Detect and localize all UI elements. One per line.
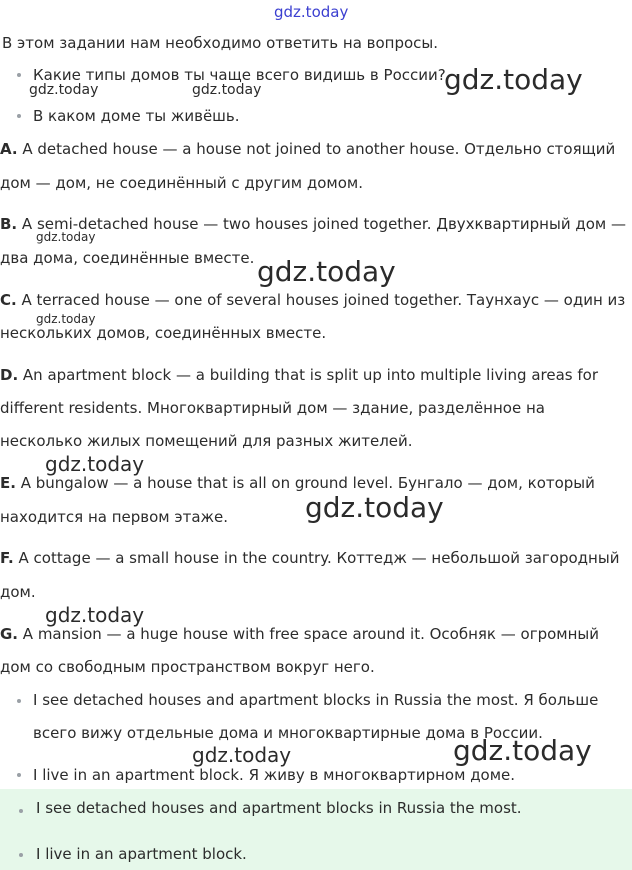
final-answer-2: I live in an apartment block.: [36, 845, 247, 863]
definition-b-line-2: два дома, соединённые вместе.: [0, 249, 255, 267]
bullet: [17, 699, 21, 703]
definition-f-line-2: дом.: [0, 583, 36, 601]
bullet: [17, 73, 21, 77]
definition-f-line-1: [0, 548, 619, 568]
definition-text: A cottage — a small house in the country. Коттедж — небольшой загородный: [13, 549, 620, 567]
definition-c-line-1: [0, 290, 625, 310]
bullet: [19, 853, 23, 857]
answer-translated-1-line-1: I see detached houses and apartment blocks in Russia the most. Я больше: [33, 691, 599, 709]
watermark-top: gdz.today: [274, 3, 349, 21]
definition-letter: F.: [0, 549, 14, 567]
bullet: [19, 809, 23, 813]
definition-text: A semi-detached house — two houses joined together. Двухквартирный дом —: [17, 215, 626, 233]
definition-d-line-1: [0, 365, 598, 385]
bullet: [17, 773, 21, 777]
watermark: gdz.today: [29, 82, 99, 98]
watermark: gdz.today: [45, 603, 145, 627]
definition-letter: E.: [0, 474, 16, 492]
definition-d-line-2: different residents. Многоквартирный дом — здание, разделённое на: [0, 399, 545, 417]
definition-letter: A.: [0, 140, 18, 158]
question-1: Какие типы домов ты чаще всего видишь в России?: [33, 66, 446, 84]
definition-letter: B.: [0, 215, 18, 233]
watermark: gdz.today: [192, 743, 292, 767]
definition-letter: G.: [0, 625, 19, 643]
definition-letter: C.: [0, 291, 17, 309]
watermark: gdz.today: [45, 452, 145, 476]
watermark: gdz.today: [257, 255, 396, 288]
definition-g-line-2: дом со свободным пространством вокруг него.: [0, 658, 375, 676]
question-2: В каком доме ты живёшь.: [33, 107, 240, 125]
definition-a-line-2: дом — дом, не соединённый с другим домом.: [0, 174, 364, 192]
watermark: gdz.today: [444, 63, 583, 96]
definition-text: A bungalow — a house that is all on ground level. Бунгало — дом, который: [15, 474, 595, 492]
watermark: gdz.today: [305, 491, 444, 524]
answer-translated-1-line-2: всего вижу отдельные дома и многоквартирные дома в России.: [33, 724, 543, 742]
watermark: gdz.today: [36, 230, 96, 244]
watermark: gdz.today: [192, 82, 262, 98]
definition-letter: D.: [0, 366, 19, 384]
definition-text: An apartment block — a building that is split up into multiple living areas for: [18, 366, 599, 384]
definition-c-line-2: нескольких домов, соединённых вместе.: [0, 324, 327, 342]
answer-translated-2: I live in an apartment block. Я живу в многоквартирном доме.: [33, 766, 516, 784]
watermark: gdz.today: [453, 734, 592, 767]
definition-a-line-1: [0, 139, 615, 159]
final-answer-1: I see detached houses and apartment blocks in Russia the most.: [36, 799, 522, 817]
definition-text: A detached house — a house not joined to another house. Отдельно стоящий: [17, 140, 616, 158]
definition-text: A terraced house — one of several houses joined together. Таунхаус — один из: [16, 291, 626, 309]
definition-e-line-2: находится на первом этаже.: [0, 508, 229, 526]
definition-d-line-3: несколько жилых помещений для разных жителей.: [0, 432, 413, 450]
definition-text: A mansion — a huge house with free space around it. Особняк — огромный: [18, 625, 600, 643]
watermark: gdz.today: [36, 312, 96, 326]
intro-text: В этом задании нам необходимо ответить на вопросы.: [2, 34, 439, 52]
bullet: [17, 114, 21, 118]
